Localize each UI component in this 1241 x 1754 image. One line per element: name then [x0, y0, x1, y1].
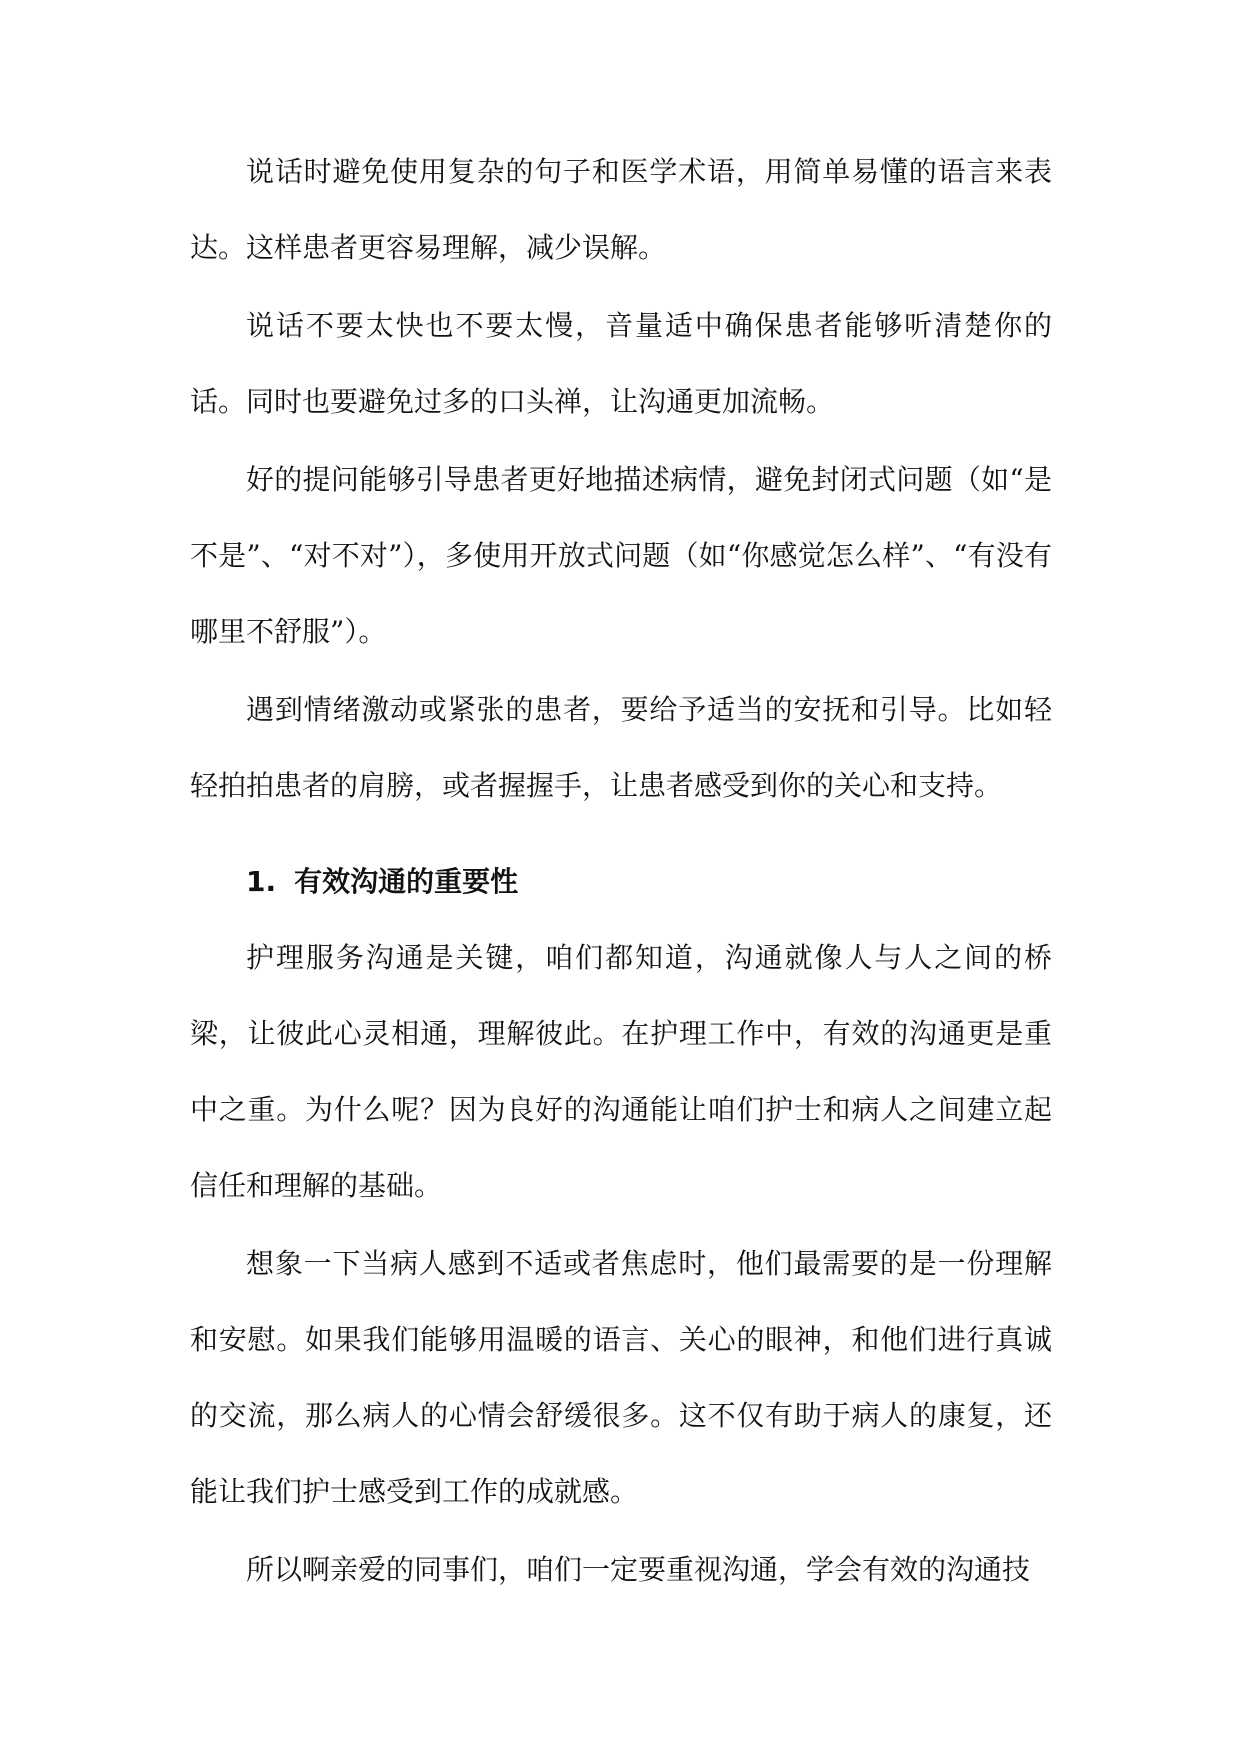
paragraph-plain-language: 说话时避免使用复杂的句子和医学术语，用简单易懂的语言来表达。这样患者更容易理解，减少误解。: [190, 155, 1052, 264]
section-heading: [246, 844, 518, 920]
paragraph-conclusion: 所以啊亲爱的同事们，咱们一定要重视沟通，学会有效的沟通技: [246, 1553, 1031, 1586]
section-number: 1.: [246, 865, 277, 898]
paragraph-questioning: 好的提问能够引导患者更好地描述病情，避免封闭式问题（如“是不是”、“对不对”），多使用开放式问题（如“你感觉怎么样”、“有没有哪里不舒服”）。: [190, 463, 1052, 648]
paragraph-comforting: 遇到情绪激动或紧张的患者，要给予适当的安抚和引导。比如轻轻拍拍患者的肩膀，或者握握手，让患者感受到你的关心和支持。: [190, 693, 1052, 802]
paragraph-communication-key: 护理服务沟通是关键，咱们都知道，沟通就像人与人之间的桥梁，让彼此心灵相通，理解彼此。在护理工作中，有效的沟通更是重中之重。为什么呢？因为良好的沟通能让咱们护士和病人之间建立起信任和理解的基础。: [190, 941, 1052, 1202]
paragraph-imagine-patient: 想象一下当病人感到不适或者焦虑时，他们最需要的是一份理解和安慰。如果我们能够用温暖的语言、关心的眼神，和他们进行真诚的交流，那么病人的心情会舒缓很多。这不仅有助于病人的康复，还能让我们护士感受到工作的成就感。: [190, 1247, 1052, 1508]
section-title: 有效沟通的重要性: [294, 865, 519, 898]
paragraph-speaking-pace: 说话不要太快也不要太慢，音量适中确保患者能够听清楚你的话。同时也要避免过多的口头禅，让沟通更加流畅。: [190, 309, 1052, 418]
